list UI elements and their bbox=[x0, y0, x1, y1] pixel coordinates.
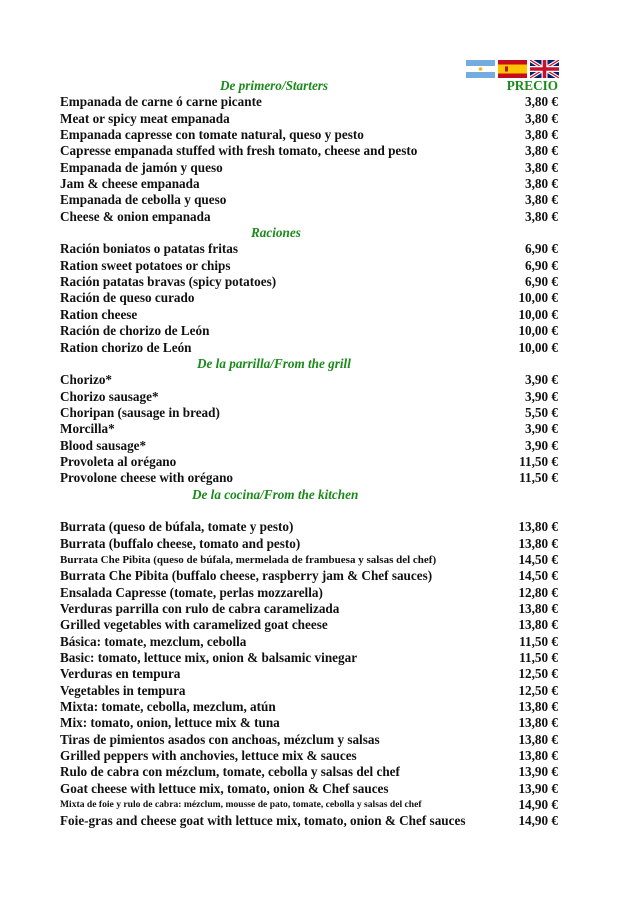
item-name: Básica: tomate, mezclum, cebolla bbox=[60, 633, 247, 649]
menu-item bbox=[60, 732, 558, 748]
item-name: Ensalada Capresse (tomate, perlas mozzarella) bbox=[60, 584, 323, 600]
item-name: Ration sweet potatoes or chips bbox=[60, 257, 231, 273]
menu-item bbox=[60, 290, 558, 306]
menu-item bbox=[60, 192, 558, 208]
item-name: Tiras de pimientos asados con anchoas, mézclum y salsas bbox=[60, 731, 380, 747]
menu-item bbox=[60, 683, 558, 699]
item-name: Empanada de cebolla y queso bbox=[60, 192, 227, 208]
menu-item bbox=[60, 389, 558, 405]
item-price: 3,80 € bbox=[525, 208, 558, 224]
item-price: 13,80 € bbox=[518, 715, 558, 731]
item-price: 12,50 € bbox=[518, 666, 558, 682]
item-price: 13,80 € bbox=[518, 617, 558, 633]
item-price: 3,80 € bbox=[525, 143, 558, 159]
item-name: Chorizo sausage* bbox=[60, 388, 159, 404]
menu-item bbox=[60, 699, 558, 715]
menu-item bbox=[60, 715, 558, 731]
menu-item bbox=[60, 781, 558, 797]
item-price: 5,50 € bbox=[525, 404, 558, 420]
item-price: 11,50 € bbox=[519, 633, 558, 649]
menu-item bbox=[60, 454, 558, 470]
item-name: Ration cheese bbox=[60, 306, 138, 322]
item-price: 13,80 € bbox=[518, 699, 558, 715]
menu-item bbox=[60, 797, 558, 813]
menu-item bbox=[60, 601, 558, 617]
menu-item bbox=[60, 209, 558, 225]
item-name: Grilled vegetables with caramelized goat cheese bbox=[60, 617, 328, 633]
item-name: Vegetables in tempura bbox=[60, 682, 186, 698]
item-name: Mix: tomato, onion, lettuce mix & tuna bbox=[60, 715, 280, 731]
menu-item bbox=[60, 536, 558, 552]
menu-item bbox=[60, 372, 558, 388]
section-title: De primero/Starters bbox=[220, 78, 329, 93]
item-name: Grilled peppers with anchovies, lettuce mix & sauces bbox=[60, 748, 357, 764]
item-price: 10,00 € bbox=[518, 290, 558, 306]
item-price: 3,90 € bbox=[525, 437, 558, 453]
item-name: Verduras en tempura bbox=[60, 666, 181, 682]
item-price: 3,80 € bbox=[525, 192, 558, 208]
item-name: Burrata (buffalo cheese, tomato and pesto) bbox=[60, 535, 301, 551]
menu-item bbox=[60, 143, 558, 159]
item-name: Provoleta al orégano bbox=[60, 453, 177, 469]
spain-flag-icon[interactable] bbox=[498, 60, 527, 78]
item-price: 6,90 € bbox=[525, 241, 558, 257]
menu-item bbox=[60, 274, 558, 290]
section-heading-starters bbox=[60, 78, 558, 94]
item-name: Chorizo* bbox=[60, 372, 113, 388]
item-price: 3,90 € bbox=[525, 388, 558, 404]
item-name: Ración de chorizo de León bbox=[60, 323, 210, 339]
menu-item bbox=[60, 405, 558, 421]
menu-item bbox=[60, 470, 558, 486]
menu-list bbox=[60, 78, 558, 830]
item-price: 12,50 € bbox=[518, 682, 558, 698]
menu-item bbox=[60, 421, 558, 437]
item-price: 3,80 € bbox=[525, 94, 558, 110]
item-name: Ración patatas bravas (spicy potatoes) bbox=[60, 274, 277, 290]
blank-line bbox=[60, 503, 558, 519]
item-name: Ration chorizo de León bbox=[60, 339, 192, 355]
item-price: 11,50 € bbox=[519, 650, 558, 666]
menu-item bbox=[60, 241, 558, 257]
menu-item bbox=[60, 552, 558, 568]
item-name: Cheese & onion empanada bbox=[60, 208, 211, 224]
item-name: Morcilla* bbox=[60, 421, 115, 437]
item-name: Rulo de cabra con mézclum, tomate, cebolla y salsas del chef bbox=[60, 764, 400, 780]
language-flags bbox=[466, 60, 559, 78]
section-title: De la cocina/From the kitchen bbox=[192, 486, 359, 502]
menu-item bbox=[60, 258, 558, 274]
item-price: 3,90 € bbox=[525, 421, 558, 437]
item-name: Empanada de jamón y queso bbox=[60, 159, 223, 175]
menu-item bbox=[60, 94, 558, 110]
menu-item bbox=[60, 764, 558, 780]
item-price: 13,80 € bbox=[518, 601, 558, 616]
item-price: 14,50 € bbox=[518, 551, 558, 567]
item-price: 13,80 € bbox=[518, 731, 558, 747]
item-name: Verduras parrilla con rulo de cabra caramelizada bbox=[60, 601, 340, 616]
item-name: Mixta: tomate, cebolla, mezclum, atún bbox=[60, 699, 276, 715]
menu-item bbox=[60, 748, 558, 764]
item-name: Empanada de carne ó carne picante bbox=[60, 94, 262, 110]
item-price: 10,00 € bbox=[518, 306, 558, 322]
section-heading-kitchen bbox=[60, 487, 558, 503]
menu-item bbox=[60, 111, 558, 127]
price-column-header: PRECIO bbox=[506, 78, 558, 93]
menu-item bbox=[60, 176, 558, 192]
item-price: 13,90 € bbox=[518, 764, 558, 780]
item-price: 6,90 € bbox=[525, 257, 558, 273]
item-name: Jam & cheese empanada bbox=[60, 176, 200, 192]
item-price: 3,90 € bbox=[525, 372, 558, 388]
menu-item bbox=[60, 813, 558, 829]
menu-item bbox=[60, 617, 558, 633]
menu-item bbox=[60, 568, 558, 584]
item-name: Ración de queso curado bbox=[60, 290, 195, 306]
item-name: Ración boniatos o patatas fritas bbox=[60, 241, 239, 257]
section-title: De la parrilla/From the grill bbox=[197, 355, 351, 371]
item-price: 3,80 € bbox=[525, 110, 558, 126]
menu-item bbox=[60, 160, 558, 176]
item-price: 3,80 € bbox=[525, 176, 558, 192]
menu-item bbox=[60, 127, 558, 143]
menu-item bbox=[60, 438, 558, 454]
item-price: 10,00 € bbox=[518, 339, 558, 355]
section-heading-raciones bbox=[60, 225, 558, 241]
item-name: Blood sausage* bbox=[60, 437, 147, 453]
item-name: Meat or spicy meat empanada bbox=[60, 110, 230, 126]
item-name: Provolone cheese with orégano bbox=[60, 470, 233, 486]
section-heading-grill bbox=[60, 356, 558, 372]
item-name: Basic: tomato, lettuce mix, onion & balsamic vinegar bbox=[60, 650, 358, 666]
item-name: Capresse empanada stuffed with fresh tomato, cheese and pesto bbox=[60, 143, 418, 159]
item-price: 10,00 € bbox=[518, 323, 558, 339]
item-price: 13,80 € bbox=[518, 535, 558, 551]
section-title: Raciones bbox=[251, 225, 301, 241]
item-name: Burrata Che Pibita (queso de búfala, mermelada de frambuesa y salsas del chef) bbox=[60, 553, 437, 566]
menu-item bbox=[60, 323, 558, 339]
argentina-flag-icon[interactable] bbox=[466, 60, 495, 78]
menu-item bbox=[60, 340, 558, 356]
item-price: 13,90 € bbox=[518, 780, 558, 796]
item-price: 12,80 € bbox=[518, 584, 558, 600]
item-price: 3,80 € bbox=[525, 127, 558, 143]
item-name: Choripan (sausage in bread) bbox=[60, 404, 220, 420]
item-price: 13,80 € bbox=[518, 519, 558, 535]
uk-flag-icon[interactable] bbox=[530, 60, 559, 78]
item-price: 13,80 € bbox=[518, 748, 558, 764]
menu-item bbox=[60, 634, 558, 650]
item-price: 14,50 € bbox=[518, 568, 558, 584]
menu-item bbox=[60, 307, 558, 323]
menu-item bbox=[60, 519, 558, 535]
menu-item bbox=[60, 666, 558, 682]
item-price: 11,50 € bbox=[519, 453, 558, 469]
item-price: 11,50 € bbox=[519, 470, 558, 486]
item-name: Mixta de foie y rulo de cabra: mézclum, mousse de pato, tomate, cebolla y salsas del chef bbox=[60, 799, 422, 811]
item-price: 6,90 € bbox=[525, 274, 558, 290]
item-name: Burrata (queso de búfala, tomate y pesto) bbox=[60, 519, 294, 535]
menu-item bbox=[60, 585, 558, 601]
item-price: 3,80 € bbox=[525, 159, 558, 175]
item-name: Empanada capresse con tomate natural, queso y pesto bbox=[60, 127, 364, 143]
item-name: Goat cheese with lettuce mix, tomato, onion & Chef sauces bbox=[60, 780, 389, 796]
item-name: Foie-gras and cheese goat with lettuce mix, tomato, onion & Chef sauces bbox=[60, 813, 466, 829]
item-price: 14,90 € bbox=[518, 797, 558, 813]
item-name: Burrata Che Pibita (buffalo cheese, raspberry jam & Chef sauces) bbox=[60, 568, 433, 584]
menu-item bbox=[60, 650, 558, 666]
item-price: 14,90 € bbox=[518, 813, 558, 829]
